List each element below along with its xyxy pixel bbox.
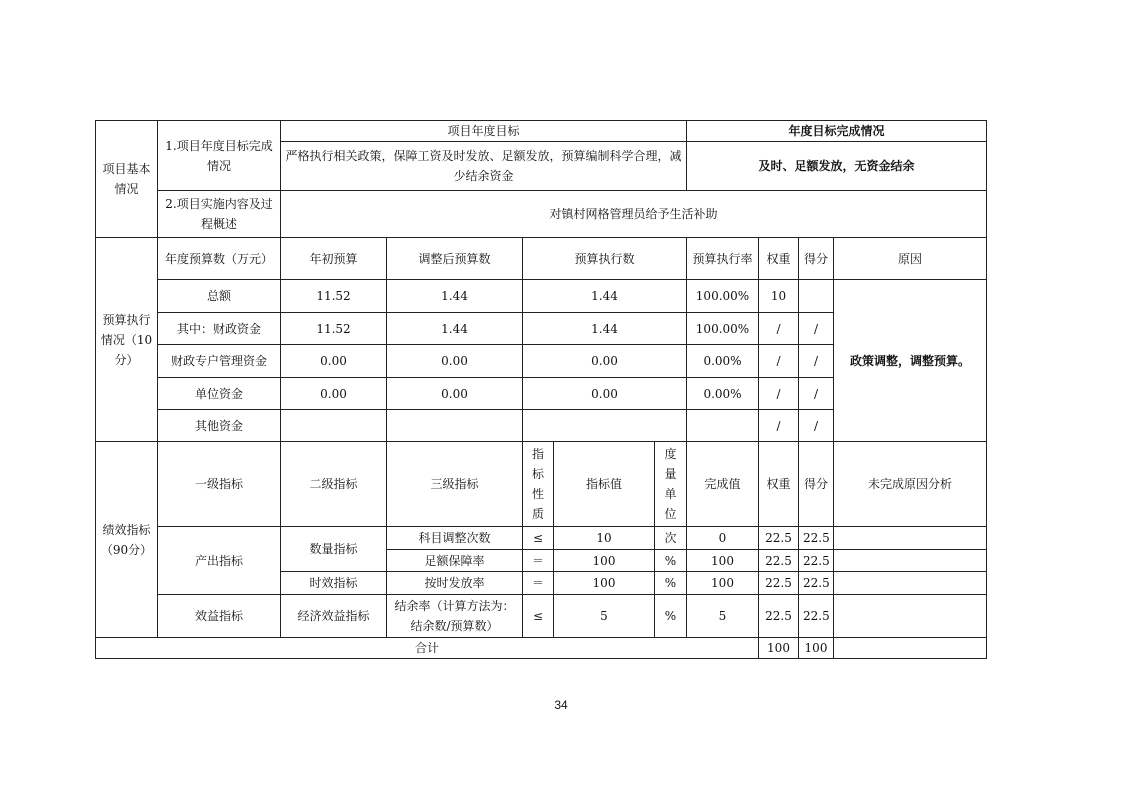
total-row: [96, 638, 987, 659]
budget-score: [799, 280, 834, 313]
perf-header-nature: 指标性质: [523, 442, 554, 527]
budget-initial: [281, 410, 387, 442]
perf-header-level1: 一级指标: [158, 442, 281, 527]
budget-rate: 0.00%: [687, 345, 759, 378]
perf-header-level3: 三级指标: [387, 442, 523, 527]
budget-score: /: [799, 345, 834, 378]
table-row: [96, 595, 987, 638]
budget-adjusted: 1.44: [387, 280, 523, 313]
budget-initial: 11.52: [281, 280, 387, 313]
table-row: [96, 121, 987, 142]
goal-header: 项目年度目标: [281, 121, 687, 142]
indicator-unit: %: [655, 595, 687, 638]
budget-row-name: 财政专户管理资金: [158, 345, 281, 378]
goal-text: 严格执行相关政策，保障工资及时发放、足额发放，预算编制科学合理，减少结余资金: [281, 142, 687, 191]
budget-initial: 11.52: [281, 313, 387, 345]
perf-header-score: 得分: [799, 442, 834, 527]
quantity-indicator: 数量指标: [281, 527, 387, 572]
indicator-completed: 100: [687, 572, 759, 595]
indicator-nature: ≤: [523, 527, 554, 550]
total-weight: 100: [759, 638, 799, 659]
budget-adjusted: [387, 410, 523, 442]
table-row: [96, 238, 987, 280]
table-row: [96, 527, 987, 550]
indicator-value: 100: [554, 572, 655, 595]
budget-rate: 0.00%: [687, 378, 759, 410]
implementation-text: 对镇村网格管理员给予生活补助: [281, 191, 987, 238]
budget-executed: 0.00: [523, 378, 687, 410]
indicator-reason: [834, 595, 987, 638]
indicator-name: 足额保障率: [387, 550, 523, 572]
indicator-unit: %: [655, 550, 687, 572]
indicator-completed: 100: [687, 550, 759, 572]
perf-header-unit: 度量单位: [655, 442, 687, 527]
indicator-nature: ＝: [523, 550, 554, 572]
budget-header-item: 年度预算数（万元）: [158, 238, 281, 280]
indicator-unit: %: [655, 572, 687, 595]
indicator-name: 科目调整次数: [387, 527, 523, 550]
indicator-weight: 22.5: [759, 550, 799, 572]
total-label: 合计: [96, 638, 759, 659]
budget-adjusted: 0.00: [387, 345, 523, 378]
total-reason: [834, 638, 987, 659]
budget-weight: /: [759, 345, 799, 378]
implementation-label: 2.项目实施内容及过程概述: [158, 191, 281, 238]
budget-executed: [523, 410, 687, 442]
table-row: [96, 442, 987, 527]
indicator-completed: 0: [687, 527, 759, 550]
budget-section-label: 预算执行情况（10分）: [96, 238, 158, 442]
output-indicator: 产出指标: [158, 527, 281, 595]
indicator-score: 22.5: [799, 550, 834, 572]
indicator-reason: [834, 527, 987, 550]
budget-score: /: [799, 378, 834, 410]
indicator-nature: ≤: [523, 595, 554, 638]
budget-reason: 政策调整，调整预算。: [834, 280, 987, 442]
budget-weight: /: [759, 410, 799, 442]
budget-executed: 1.44: [523, 280, 687, 313]
budget-weight: /: [759, 313, 799, 345]
indicator-reason: [834, 572, 987, 595]
performance-evaluation-table: [95, 120, 987, 659]
budget-adjusted: 1.44: [387, 313, 523, 345]
indicator-weight: 22.5: [759, 572, 799, 595]
budget-header-reason: 原因: [834, 238, 987, 280]
indicator-score: 22.5: [799, 527, 834, 550]
completion-text: 及时、足额发放，无资金结余: [687, 142, 987, 191]
performance-section-label: 绩效指标（90分）: [96, 442, 158, 638]
goal-completion-label: 1.项目年度目标完成情况: [158, 121, 281, 191]
budget-initial: 0.00: [281, 378, 387, 410]
budget-header-initial: 年初预算: [281, 238, 387, 280]
budget-rate: 100.00%: [687, 313, 759, 345]
budget-header-adjusted: 调整后预算数: [387, 238, 523, 280]
timeliness-indicator: 时效指标: [281, 572, 387, 595]
indicator-unit: 次: [655, 527, 687, 550]
indicator-completed: 5: [687, 595, 759, 638]
indicator-weight: 22.5: [759, 595, 799, 638]
budget-executed: 1.44: [523, 313, 687, 345]
total-score: 100: [799, 638, 834, 659]
perf-header-weight: 权重: [759, 442, 799, 527]
budget-header-executed: 预算执行数: [523, 238, 687, 280]
page-number: 34: [554, 698, 568, 712]
budget-rate: [687, 410, 759, 442]
perf-header-reason: 未完成原因分析: [834, 442, 987, 527]
indicator-name: 结余率（计算方法为：结余数/预算数）: [387, 595, 523, 638]
indicator-weight: 22.5: [759, 527, 799, 550]
indicator-value: 100: [554, 550, 655, 572]
indicator-value: 5: [554, 595, 655, 638]
indicator-value: 10: [554, 527, 655, 550]
budget-row-name: 单位资金: [158, 378, 281, 410]
budget-executed: 0.00: [523, 345, 687, 378]
budget-rate: 100.00%: [687, 280, 759, 313]
budget-header-weight: 权重: [759, 238, 799, 280]
benefit-indicator: 效益指标: [158, 595, 281, 638]
budget-score: /: [799, 313, 834, 345]
budget-score: /: [799, 410, 834, 442]
economic-indicator: 经济效益指标: [281, 595, 387, 638]
budget-weight: 10: [759, 280, 799, 313]
perf-header-value: 指标值: [554, 442, 655, 527]
budget-row-name: 总额: [158, 280, 281, 313]
indicator-reason: [834, 550, 987, 572]
table-row: [96, 191, 987, 215]
basic-section-label: 项目基本情况: [96, 121, 158, 238]
budget-header-score: 得分: [799, 238, 834, 280]
indicator-score: 22.5: [799, 572, 834, 595]
indicator-nature: ＝: [523, 572, 554, 595]
budget-weight: /: [759, 378, 799, 410]
budget-header-rate: 预算执行率: [687, 238, 759, 280]
budget-adjusted: 0.00: [387, 378, 523, 410]
completion-header: 年度目标完成情况: [687, 121, 987, 142]
budget-row-name: 其他资金: [158, 410, 281, 442]
perf-header-completed: 完成值: [687, 442, 759, 527]
perf-header-level2: 二级指标: [281, 442, 387, 527]
indicator-name: 按时发放率: [387, 572, 523, 595]
budget-initial: 0.00: [281, 345, 387, 378]
budget-row-name: 其中：财政资金: [158, 313, 281, 345]
indicator-score: 22.5: [799, 595, 834, 638]
table-row: [96, 280, 987, 313]
